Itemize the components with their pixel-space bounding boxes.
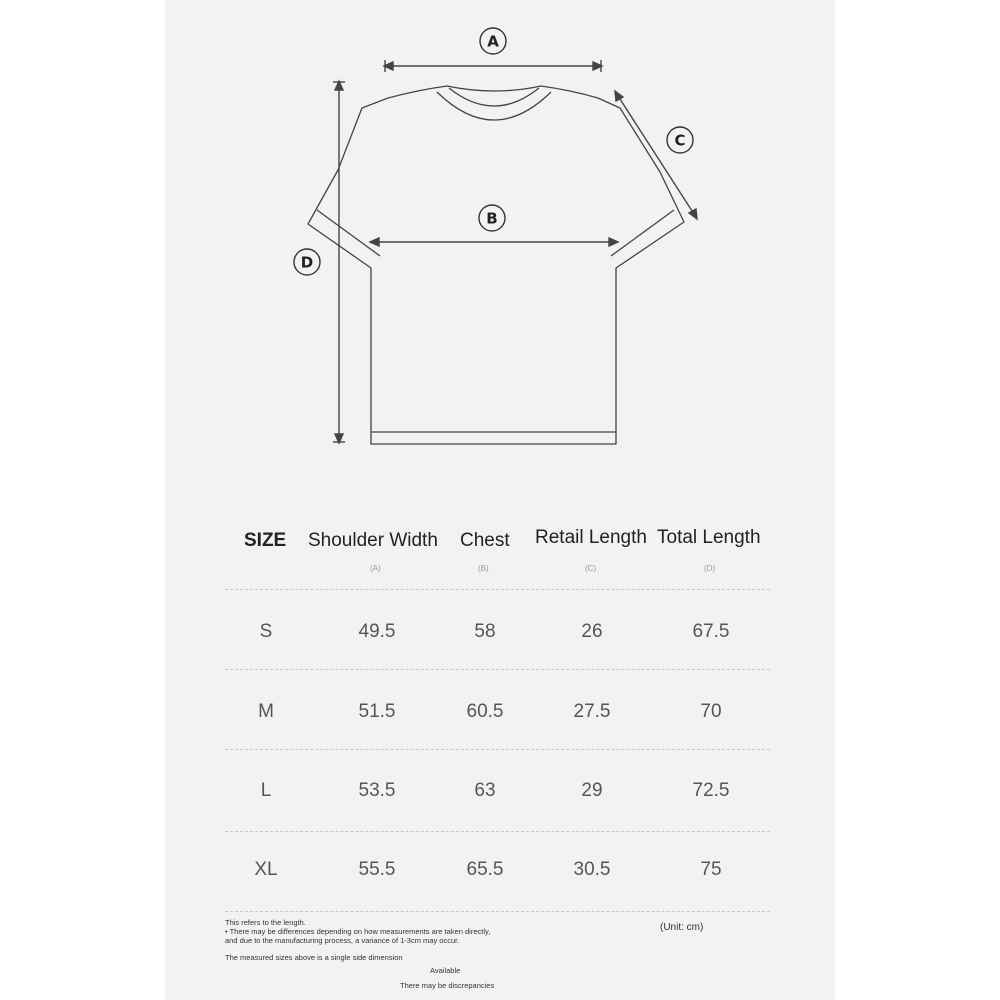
label-d-marker xyxy=(294,249,320,275)
row-divider xyxy=(225,911,770,912)
label-b: B xyxy=(486,209,498,228)
cell-total: 75 xyxy=(700,859,722,880)
row-divider xyxy=(225,669,770,670)
label-c: C xyxy=(674,131,686,150)
note-line-2: • There may be differences depending on how measurements are taken directly, xyxy=(225,927,491,936)
subheader-chest: (B) xyxy=(478,564,489,573)
cell-size: L xyxy=(260,780,272,801)
label-a: A xyxy=(487,32,499,51)
row-divider xyxy=(225,589,770,590)
note-line-6: There may be discrepancies xyxy=(400,981,495,990)
cell-chest: 58 xyxy=(474,621,496,642)
cell-total: 70 xyxy=(700,701,722,722)
row-divider xyxy=(225,831,770,832)
cell-retail: 27.5 xyxy=(573,701,611,722)
cell-total: 72.5 xyxy=(692,780,730,801)
label-a-marker xyxy=(480,28,506,54)
tshirt-outline xyxy=(308,86,684,444)
header-shoulder-width: Shoulder Width xyxy=(308,530,438,551)
cell-shoulder: 49.5 xyxy=(358,621,396,642)
subheader-shoulder: (A) xyxy=(370,564,381,573)
cell-shoulder: 51.5 xyxy=(358,701,396,722)
cell-retail: 30.5 xyxy=(573,859,611,880)
label-c-marker xyxy=(667,127,693,153)
cell-retail: 29 xyxy=(581,780,603,801)
cell-total: 67.5 xyxy=(692,621,730,642)
unit-label: (Unit: cm) xyxy=(660,922,704,933)
note-line-1: This refers to the length. xyxy=(225,918,306,927)
cell-chest: 60.5 xyxy=(466,701,504,722)
label-b-marker xyxy=(479,205,505,231)
label-d: D xyxy=(300,253,314,272)
header-chest: Chest xyxy=(460,530,510,551)
header-retail-length: Retail Length xyxy=(535,527,647,548)
header-total-length: Total Length xyxy=(657,527,761,548)
note-line-3: and due to the manufacturing process, a variance of 1-3cm may occur. xyxy=(225,936,460,945)
row-divider xyxy=(225,749,770,750)
header-size: SIZE xyxy=(244,530,287,551)
note-line-5: Available xyxy=(430,966,461,975)
cell-shoulder: 55.5 xyxy=(358,859,396,880)
cell-chest: 65.5 xyxy=(466,859,504,880)
subheader-retail: (C) xyxy=(585,564,597,573)
cell-chest: 63 xyxy=(474,780,496,801)
cell-size: XL xyxy=(254,859,278,880)
tshirt-measurement-diagram xyxy=(0,0,1000,470)
cell-size: S xyxy=(259,621,273,642)
subheader-total: (D) xyxy=(704,564,716,573)
note-line-4: The measured sizes above is a single side dimension xyxy=(225,953,403,962)
cell-retail: 26 xyxy=(581,621,603,642)
cell-shoulder: 53.5 xyxy=(358,780,396,801)
cell-size: M xyxy=(258,701,274,722)
